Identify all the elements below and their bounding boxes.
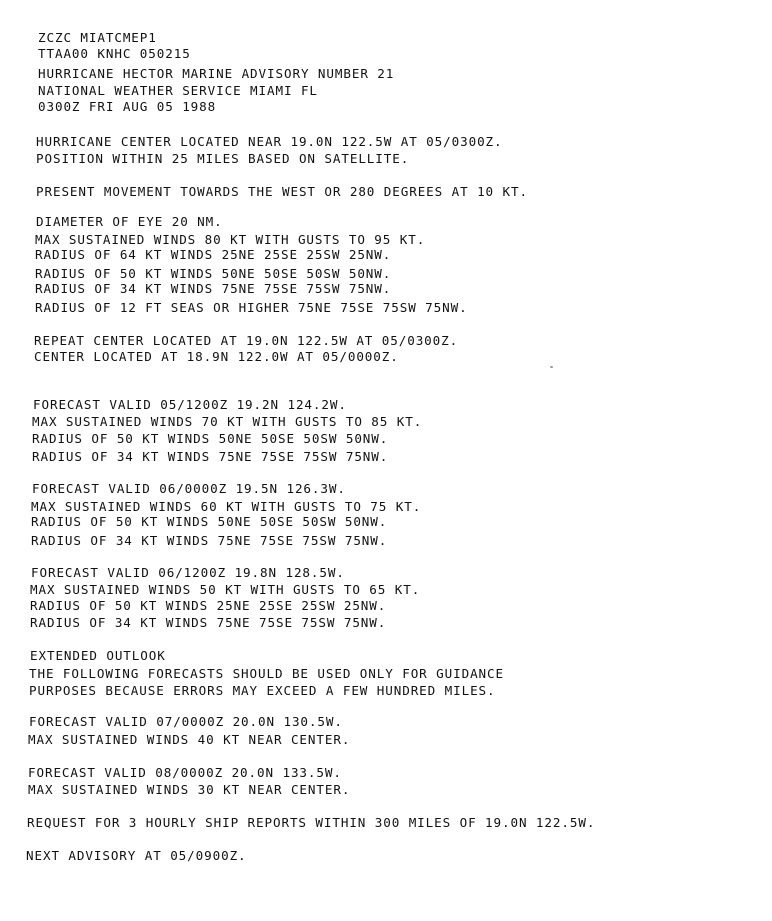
- forecast-4-valid: FORECAST VALID 07/0000Z 20.0N 130.5W.: [29, 714, 343, 729]
- max-winds-line: MAX SUSTAINED WINDS 80 KT WITH GUSTS TO 95 KT.: [35, 232, 426, 247]
- forecast-3-valid: FORECAST VALID 06/1200Z 19.8N 128.5W.: [31, 565, 345, 580]
- bulletin-id-line: ZCZC MIATCMEP1: [38, 30, 157, 45]
- movement-line: PRESENT MOVEMENT TOWARDS THE WEST OR 280 DEGREES AT 10 KT.: [36, 184, 528, 199]
- previous-center-line: CENTER LOCATED AT 18.9N 122.0W AT 05/0000Z.: [34, 349, 399, 364]
- seas-radius-line: RADIUS OF 12 FT SEAS OR HIGHER 75NE 75SE 75SW 75NW.: [35, 300, 468, 315]
- next-advisory-line: NEXT ADVISORY AT 05/0900Z.: [26, 848, 247, 863]
- extended-outlook-heading: EXTENDED OUTLOOK: [30, 648, 166, 663]
- forecast-1-max-winds: MAX SUSTAINED WINDS 70 KT WITH GUSTS TO 85 KT.: [32, 414, 423, 429]
- forecast-5-max-winds: MAX SUSTAINED WINDS 30 KT NEAR CENTER.: [28, 782, 351, 797]
- forecast-1-radius-34kt: RADIUS OF 34 KT WINDS 75NE 75SE 75SW 75NW.: [32, 449, 389, 464]
- forecast-3-radius-50kt: RADIUS OF 50 KT WINDS 25NE 25SE 25SW 25NW.: [30, 598, 387, 613]
- issuing-office: NATIONAL WEATHER SERVICE MIAMI FL: [38, 83, 318, 98]
- ship-report-request: REQUEST FOR 3 HOURLY SHIP REPORTS WITHIN 300 MILES OF 19.0N 122.5W.: [27, 815, 596, 830]
- outlook-guidance-line-1: THE FOLLOWING FORECASTS SHOULD BE USED ONLY FOR GUIDANCE: [29, 666, 504, 681]
- forecast-2-valid: FORECAST VALID 06/0000Z 19.5N 126.3W.: [32, 481, 346, 496]
- print-speck: [550, 366, 553, 368]
- advisory-title: HURRICANE HECTOR MARINE ADVISORY NUMBER 21: [38, 66, 395, 81]
- wmo-header-line: TTAA00 KNHC 050215: [38, 46, 191, 61]
- wind-radius-64kt: RADIUS OF 64 KT WINDS 25NE 25SE 25SW 25NW.: [35, 247, 392, 262]
- outlook-guidance-line-2: PURPOSES BECAUSE ERRORS MAY EXCEED A FEW HUNDRED MILES.: [29, 683, 496, 698]
- wind-radius-34kt: RADIUS OF 34 KT WINDS 75NE 75SE 75SW 75NW.: [35, 281, 392, 296]
- forecast-2-radius-34kt: RADIUS OF 34 KT WINDS 75NE 75SE 75SW 75NW.: [31, 533, 388, 548]
- forecast-3-radius-34kt: RADIUS OF 34 KT WINDS 75NE 75SE 75SW 75NW.: [30, 615, 387, 630]
- forecast-1-radius-50kt: RADIUS OF 50 KT WINDS 50NE 50SE 50SW 50NW.: [32, 431, 389, 446]
- issue-time: 0300Z FRI AUG 05 1988: [38, 99, 217, 114]
- forecast-2-radius-50kt: RADIUS OF 50 KT WINDS 50NE 50SE 50SW 50NW.: [31, 514, 388, 529]
- center-position-line: HURRICANE CENTER LOCATED NEAR 19.0N 122.5W AT 05/0300Z.: [36, 134, 503, 149]
- forecast-3-max-winds: MAX SUSTAINED WINDS 50 KT WITH GUSTS TO 65 KT.: [30, 582, 421, 597]
- forecast-1-valid: FORECAST VALID 05/1200Z 19.2N 124.2W.: [33, 397, 347, 412]
- forecast-2-max-winds: MAX SUSTAINED WINDS 60 KT WITH GUSTS TO 75 KT.: [31, 499, 422, 514]
- wind-radius-50kt: RADIUS OF 50 KT WINDS 50NE 50SE 50SW 50NW.: [35, 266, 392, 281]
- repeat-center-line: REPEAT CENTER LOCATED AT 19.0N 122.5W AT 05/0300Z.: [34, 333, 459, 348]
- eye-diameter-line: DIAMETER OF EYE 20 NM.: [36, 214, 223, 229]
- forecast-4-max-winds: MAX SUSTAINED WINDS 40 KT NEAR CENTER.: [28, 732, 351, 747]
- forecast-5-valid: FORECAST VALID 08/0000Z 20.0N 133.5W.: [28, 765, 342, 780]
- position-accuracy-line: POSITION WITHIN 25 MILES BASED ON SATELLITE.: [36, 151, 410, 166]
